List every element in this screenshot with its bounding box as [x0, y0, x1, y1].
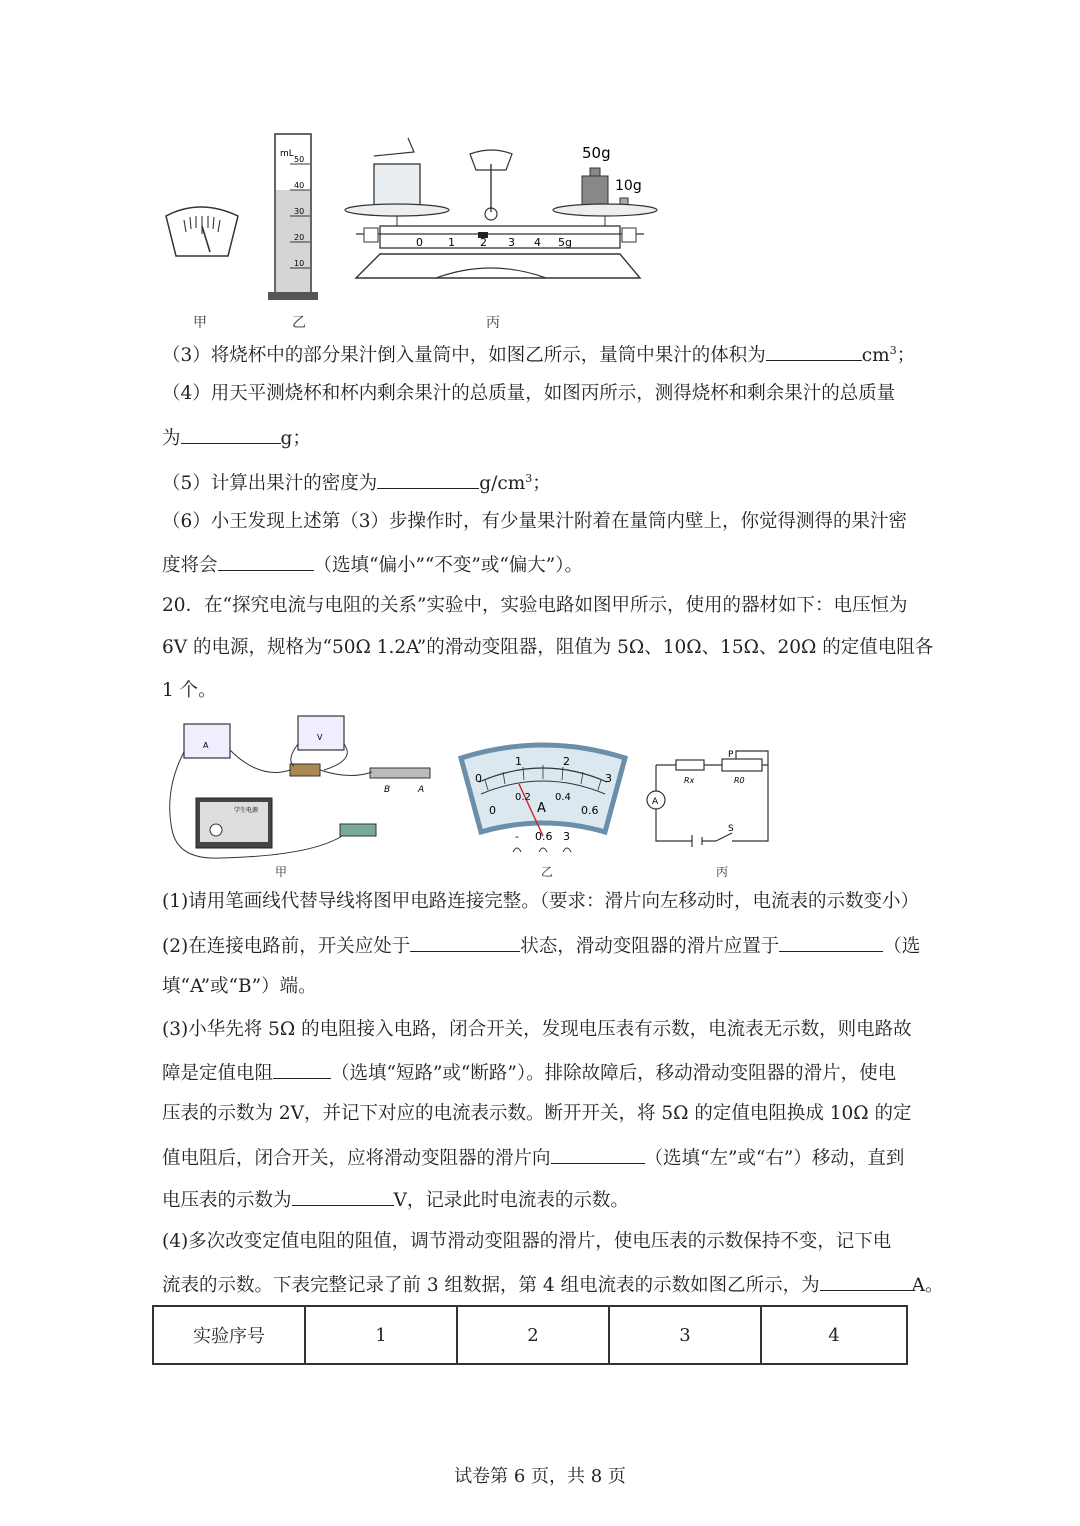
- terminal-label: 0.6: [535, 830, 553, 843]
- table-cell: 2: [457, 1306, 609, 1364]
- circuit-label-r0: R0: [734, 776, 745, 785]
- weight-label-50g: 50g: [582, 144, 611, 162]
- circuit-label-rx: Rx: [684, 776, 695, 785]
- answer-blank[interactable]: [820, 1270, 912, 1291]
- answer-blank[interactable]: [273, 1058, 331, 1079]
- q20-part3-line3: 压表的示数为 2V，并记下对应的电流表示数。断开开关，将 5Ω 的定值电阻换成 10Ω 的定: [162, 1103, 912, 1124]
- circuit-schematic: [647, 751, 768, 847]
- terminal-label: -: [515, 830, 519, 843]
- terminal-label: 3: [563, 830, 570, 843]
- meter-a-label: A: [203, 741, 209, 750]
- scale-bottom: 0.2: [515, 792, 531, 803]
- rider-scale-label: 5g: [558, 236, 572, 249]
- rider-scale-label: 4: [534, 236, 541, 249]
- answer-blank[interactable]: [779, 931, 883, 952]
- q20-part3-line5: 电压表的示数为 V，记录此时电流表的示数。: [162, 1185, 629, 1215]
- figure-caption-jia: 甲: [193, 315, 207, 331]
- q20-part4-line2: 流表的示数。下表完整记录了前 3 组数据，第 4 组电流表的示数如图乙所示，为 A。: [162, 1270, 943, 1300]
- figure-caption-yi: 乙: [292, 315, 306, 331]
- q19-part6-line2: 度将会 （选填“偏小”“不变”或“偏大”）。: [162, 550, 583, 580]
- q19-part4-line2: 为 g；: [162, 423, 311, 453]
- rider-scale-label: 1: [448, 236, 455, 249]
- ammeter-device: [184, 724, 230, 758]
- circuit-label-s: S: [728, 824, 734, 834]
- scale-top: 3: [605, 772, 612, 785]
- rheostat-a-label: A: [418, 785, 425, 795]
- rheostat-device: [370, 768, 430, 795]
- figure-caption-jia: 甲: [275, 865, 288, 879]
- rider-scale-label: 0: [416, 236, 423, 249]
- figure-circuit-diagram: [636, 745, 776, 850]
- scale-top: 1: [515, 755, 522, 768]
- answer-blank[interactable]: [218, 550, 314, 571]
- answer-blank[interactable]: [181, 423, 281, 444]
- q20-part1: (1)请用笔画线代替导线将图甲电路连接完整。（要求：滑片向左移动时，电流表的示数变小）: [162, 891, 919, 912]
- circuit-label-a: A: [652, 797, 659, 807]
- circuit-label-p: P: [728, 750, 734, 760]
- balance-pointer-scale-figure: [166, 207, 238, 256]
- meter-v-label: V: [317, 733, 323, 742]
- answer-blank[interactable]: [551, 1143, 645, 1164]
- cylinder-tick: 50: [294, 155, 305, 164]
- table-row: [153, 1306, 907, 1364]
- graduated-cylinder: [268, 134, 318, 300]
- ammeter-dial: [461, 745, 625, 852]
- cylinder-tick: 30: [294, 207, 305, 216]
- rheostat-b-label: B: [384, 785, 391, 795]
- weight-label-10g: 10g: [615, 178, 642, 194]
- table-cell: 1: [305, 1306, 457, 1364]
- q19-part3: （3）将烧杯中的部分果汁倒入量筒中，如图乙所示，量筒中果汁的体积为 $cm^3$；: [162, 337, 915, 370]
- q20-part4-line1: (4)多次改变定值电阻的阻值，调节滑动变阻器的滑片，使电压表的示数保持不变，记下电: [162, 1231, 892, 1252]
- q19-part4-line1: （4）用天平测烧杯和杯内剩余果汁的总质量，如图丙所示，测得烧杯和剩余果汁的总质量: [162, 383, 896, 404]
- scale-top: 2: [563, 755, 570, 768]
- q20-intro-line1: 20．在“探究电流与电阻的关系”实验中，实验电路如图甲所示，使用的器材如下：电压恒为: [162, 595, 908, 616]
- figure-caption-yi: 乙: [541, 865, 554, 879]
- data-table: [152, 1305, 908, 1365]
- figure-circuit-apparatus: [160, 710, 425, 870]
- scale-bottom: 0.6: [581, 804, 599, 817]
- cylinder-tick: 10: [294, 259, 305, 268]
- beam-balance: [345, 138, 657, 278]
- q19-part6-line1: （6）小王发现上述第（3）步操作时，有少量果汁附着在量筒内壁上，你觉得测得的果汁密: [162, 511, 908, 532]
- table-cell: 3: [609, 1306, 761, 1364]
- figure-ammeter-dial: [455, 740, 631, 860]
- answer-blank[interactable]: [377, 468, 479, 489]
- figure-caption-bing: 丙: [486, 315, 500, 331]
- rider-scale-label: 3: [508, 236, 515, 249]
- ammeter-letter: A: [537, 801, 546, 816]
- page-footer: 试卷第 6 页，共 8 页: [454, 1466, 626, 1487]
- answer-blank[interactable]: [410, 931, 520, 952]
- table-cell: 4: [761, 1306, 907, 1364]
- q20-part2-line2: 填“A”或“B”）端。: [162, 976, 317, 997]
- answer-blank[interactable]: [766, 340, 862, 361]
- q20-intro-line2: 6V 的电源，规格为“50Ω 1.2A”的滑动变阻器，阻值为 5Ω、10Ω、15Ω、20Ω 的定值电阻各: [162, 637, 934, 658]
- cylinder-tick: 20: [294, 233, 305, 242]
- scale-top: 0: [475, 772, 482, 785]
- voltmeter-device: [298, 716, 344, 750]
- cylinder-tick: 40: [294, 181, 305, 190]
- answer-blank[interactable]: [292, 1185, 394, 1206]
- q20-intro-line3: 1 个。: [162, 680, 217, 701]
- figure-caption-bing: 丙: [716, 865, 729, 879]
- q20-part2-line1: (2)在连接电路前，开关应处于 状态，滑动变阻器的滑片应置于 （选: [162, 931, 920, 961]
- q20-part3-line1: (3)小华先将 5Ω 的电阻接入电路，闭合开关，发现电压表有示数，电流表无示数，则电路故: [162, 1019, 912, 1040]
- scale-bottom: 0.4: [555, 792, 571, 803]
- q19-part5: （5）计算出果汁的密度为 $g/cm^3$；: [162, 465, 551, 498]
- cylinder-unit: mL: [280, 149, 294, 159]
- table-header-cell: 实验序号: [153, 1306, 305, 1364]
- q20-part3-line4: 值电阻后，闭合开关，应将滑动变阻器的滑片向 （选填“左”或“右”）移动，直到: [162, 1143, 904, 1173]
- figure-density-apparatus: [150, 128, 690, 308]
- switch-device: [340, 824, 376, 836]
- power-label: 学生电源: [234, 807, 259, 814]
- scale-bottom: 0: [489, 804, 496, 817]
- rider-scale-label: 2: [480, 236, 487, 249]
- power-supply: [196, 798, 272, 848]
- q20-part3-line2: 障是定值电阻 （选填“短路”或“断路”）。排除故障后，移动滑动变阻器的滑片，使电: [162, 1058, 896, 1088]
